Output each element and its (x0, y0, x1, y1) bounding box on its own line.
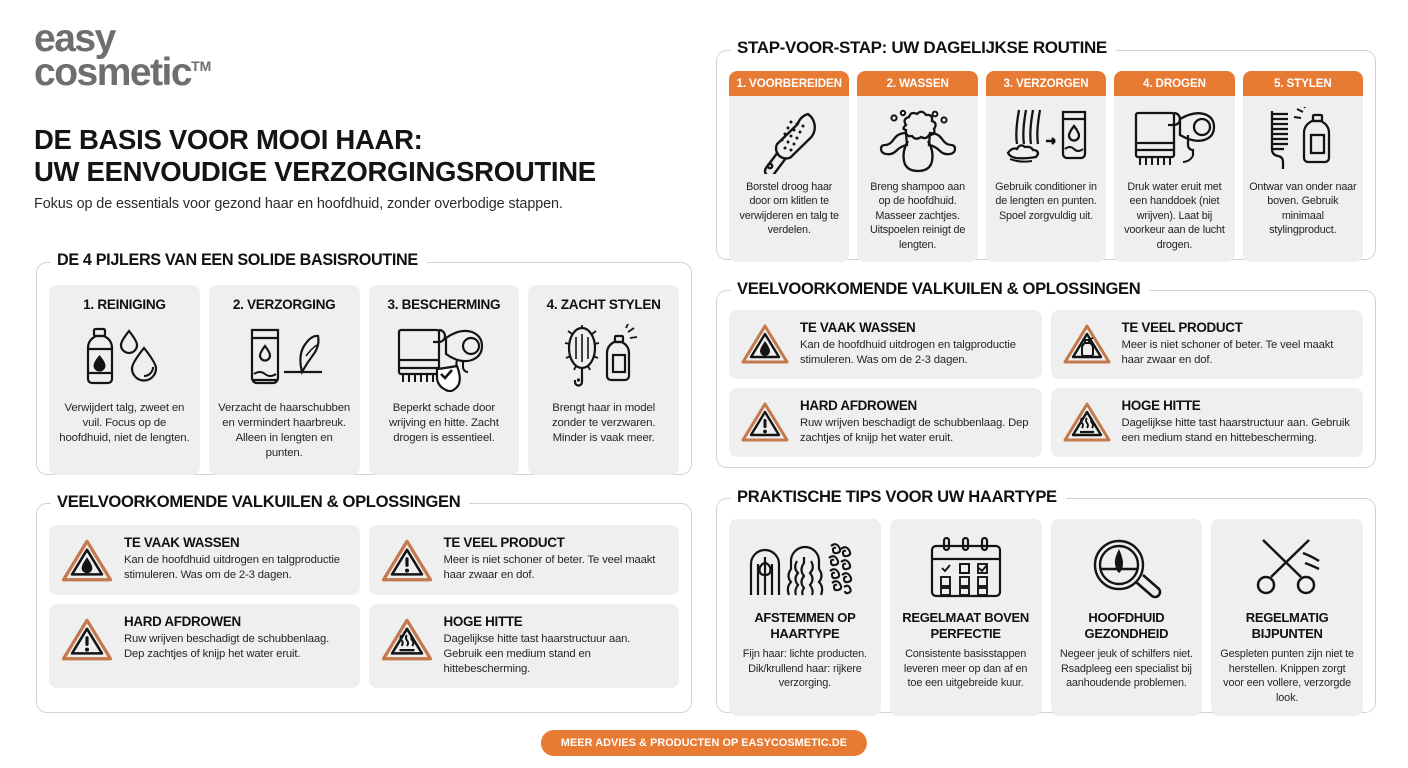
panel-pitfalls-left-title: VEELVOORKOMENDE VALKUILEN & OPLOSSINGEN (51, 492, 469, 512)
panel-steps (716, 38, 1376, 260)
step-card[interactable] (1114, 71, 1234, 262)
brand-line-2-text: cosmetic (34, 50, 192, 94)
step-card-desc: Gebruik conditioner in de lengten en punten. Spoel zorgvuldig uit. (995, 181, 1097, 222)
pitfall-card-desc: Meer is niet schoner of beter. Te veel maakt haar zwaar en dof. (443, 554, 656, 581)
pitfall-card-title: TE VEEL PRODUCT (1121, 320, 1243, 335)
panel-pillars-body (37, 263, 691, 487)
warning-droplet-icon (60, 537, 114, 584)
headline-block (34, 124, 674, 212)
step-card-header: 2. WASSEN (857, 71, 977, 96)
pitfall-card-text (124, 614, 349, 662)
step-card[interactable] (729, 71, 849, 262)
warning-bottle-icon (1062, 322, 1112, 366)
shampoo-bottle-drops-icon (76, 321, 172, 395)
pillar-card[interactable] (369, 285, 520, 475)
panel-tips-body (717, 499, 1375, 728)
panel-tips-title: PRAKTISCHE TIPS VOOR UW HAARTYPE (731, 487, 1066, 507)
pitfall-card-text (1122, 320, 1353, 368)
pitfall-card-title: HARD AFDROWEN (124, 614, 241, 629)
step-card[interactable] (857, 71, 977, 262)
page-title-line-1: DE BASIS VOOR MOOI HAAR: (34, 124, 423, 155)
pitfall-card-text (800, 398, 1031, 446)
step-card-header: 4. DROGEN (1114, 71, 1234, 96)
tip-card-title: HOOFDHUID GEZONDHEID (1084, 610, 1169, 641)
step-card[interactable] (1243, 71, 1363, 262)
pillar-card[interactable] (528, 285, 679, 475)
panel-steps-body (717, 51, 1375, 274)
pitfall-card-text (444, 614, 669, 677)
brand-line-1: easy (34, 17, 115, 60)
pillar-card-title: 4. ZACHT STYLEN (546, 297, 661, 312)
pitfall-card-title: HARD AFDROWEN (800, 397, 917, 413)
pillar-card-title: 3. BESCHERMING (387, 297, 501, 312)
tip-card[interactable] (1051, 519, 1203, 716)
warning-heat-icon (380, 616, 434, 663)
tip-card[interactable] (890, 519, 1042, 716)
pillar-card[interactable] (209, 285, 360, 475)
tip-card-desc: Negeer jeuk of schilfers niet. Rsadpleeg een specialist bij aanhoudende problemen. (1059, 648, 1193, 690)
step-card-header: 5. STYLEN (1243, 71, 1363, 96)
tip-card-title: REGELMAAT BOVEN PERFECTIE (902, 610, 1029, 641)
panel-tips (716, 487, 1376, 713)
towel-hairdryer-icon (1128, 104, 1220, 176)
page-title-line-2: UW EENVOUDIGE VERZORGINGSROUTINE (34, 156, 596, 188)
tip-card-title: REGELMATIG BIJPUNTEN (1245, 610, 1329, 641)
page-title (34, 124, 674, 189)
panel-pitfalls-left-body (37, 504, 691, 700)
pitfall-card-desc: Kan de hoofdhuid uitdrogen en talgproductie stimuleren. Was om de 2-3 dagen. (124, 554, 340, 581)
warning-exclamation-icon (740, 400, 790, 444)
panel-pillars (36, 251, 692, 475)
step-card-header: 1. VOORBEREIDEN (729, 71, 849, 96)
pitfall-card-desc: Meer is niet schoner of beter. Te veel maakt haar zwaar en dof. (1121, 339, 1334, 366)
hair-types-icon (745, 532, 865, 604)
conditioner-tube-hair-follicle-icon (236, 321, 332, 395)
panel-pitfalls-right-body (717, 291, 1375, 469)
pillar-card-desc: Verzacht de haarschubben en vermindert haarbreuk. Alleen in lengten en punten. (218, 402, 351, 460)
pitfall-card-text (800, 320, 1031, 368)
panel-pitfalls-left (36, 492, 692, 713)
brush-spray-icon (558, 321, 650, 395)
pillar-card-desc: Brengt haar in model zonder te verzwaren. Minder is vaak meer. (551, 402, 656, 445)
brand-logo (34, 17, 212, 94)
page-subtitle: Fokus op de essentials voor gezond haar en hoofdhuid, zonder overbodige stappen. (34, 195, 563, 212)
step-card-desc: Ontwar van onder naar boven. Gebruik minimaal stylingproduct. (1249, 181, 1357, 237)
pitfall-card-text (124, 535, 349, 583)
hair-lengths-conditioner-icon (1002, 104, 1090, 176)
panel-steps-title: STAP-VOOR-STAP: UW DAGELIJKSE ROUTINE (731, 38, 1116, 58)
pitfall-card[interactable] (49, 525, 360, 595)
step-card-desc: Borstel droog haar door om klitlen te verwijderen en talg te verdelen. (739, 181, 839, 237)
tip-card-desc: Consistente basisstappen leveren meer op dan af en toe een uitgebreide kuur. (903, 648, 1028, 690)
paddle-brush-icon (751, 104, 827, 176)
pitfall-card[interactable] (729, 388, 1042, 457)
pillar-card-desc: Verwijdert talg, zweet en vuil. Focus op de hoofdhuid, niet de lengten. (59, 402, 190, 445)
pitfall-card[interactable] (1051, 310, 1364, 379)
pitfall-card[interactable] (1051, 388, 1364, 457)
panel-pitfalls-right (716, 279, 1376, 468)
calendar-icon (924, 532, 1008, 604)
pitfall-card-desc: Dagelijkse hitte tast haarstructuur aan. Gebruik een medium stand en hittebescherming. (1121, 416, 1350, 444)
pitfall-card-text (1122, 398, 1353, 446)
pitfall-card-title: TE VAAK WASSEN (800, 320, 916, 335)
pillar-card-title: 2. VERZORGING (232, 297, 336, 312)
pitfall-card-desc: Ruw wrijven beschadigt de schubbenlaag. Dep zachtjes of knijp het water eruit. (124, 633, 330, 660)
pitfall-card-title: TE VAAK WASSEN (124, 535, 240, 550)
pitfall-card[interactable] (729, 310, 1042, 379)
pillar-card-title: 1. REINIGING (83, 297, 166, 312)
tip-card[interactable] (729, 519, 881, 716)
scissors-icon (1247, 532, 1327, 604)
towel-hairdryer-shield-icon (391, 321, 497, 395)
step-card-desc: Breng shampoo aan op de hoofdhuid. Masseer zachtjes. Uitspoelen reinigt de lengten. (869, 181, 966, 251)
pitfall-card-desc: Dagelijkse hitte tast haarstructuur aan. Gebruik een medium stand en hittebescherming. (443, 633, 631, 675)
step-card-header: 3. VERZORGEN (986, 71, 1106, 96)
pitfall-card[interactable] (369, 525, 680, 595)
warning-exclamation-icon (380, 537, 434, 584)
pitfall-card-title: TE VEEL PRODUCT (443, 535, 565, 550)
panel-pillars-title: DE 4 PIJLERS VAN EEN SOLIDE BASISROUTINE (51, 251, 427, 270)
tip-card[interactable] (1211, 519, 1363, 716)
footer-cta-button[interactable]: MEER ADVIES & PRODUCTEN OP EASYCOSMETIC.DE (541, 730, 867, 756)
pitfall-card-desc: Ruw wrijven beschadigt de schubbenlaag. Dep zachtjes of knijp het water eruit. (800, 416, 1029, 444)
pitfall-card-title: HOGE HITTE (1121, 397, 1201, 413)
pitfall-card[interactable] (49, 604, 360, 688)
panel-pitfalls-right-title: VEELVOORKOMENDE VALKUILEN & OPLOSSINGEN (731, 279, 1149, 299)
trademark-symbol: TM (191, 57, 212, 74)
step-card[interactable] (986, 71, 1106, 262)
pitfall-card-text (444, 535, 669, 583)
pillar-card-desc: Beperkt schade door wrijving en hitte. Zacht drogen is essentieel. (389, 402, 499, 445)
pillar-card[interactable] (49, 285, 200, 475)
pitfall-card-desc: Kan de hoofdhuid uitdrogen en talgproductie stimuleren. Was om de 2-3 dagen. (800, 339, 1016, 366)
warning-heat-icon (1062, 400, 1112, 444)
tip-card-desc: Gespleten punten zijn niet te herstellen. Knippen zorgt voor een vollere, verzorgde look. (1220, 648, 1354, 704)
comb-spray-icon (1262, 104, 1344, 176)
tip-card-desc: Fijn haar: lichte producten. Dik/krullend haar: rijkere verzorging. (742, 648, 867, 690)
tip-card-title: AFSTEMMEN OP HAARTYPE (754, 610, 856, 641)
step-card-desc: Druk water eruit met een handdoek (niet wrijven). Laat bij voorkeur aan de lucht drogen. (1124, 181, 1225, 251)
warning-exclamation-icon (60, 616, 114, 663)
pitfall-card-title: HOGE HITTE (443, 614, 523, 629)
warning-droplet-icon (740, 322, 790, 366)
brand-line-2 (34, 50, 212, 94)
washing-hair-hands-icon (876, 104, 960, 176)
magnifier-scalp-icon (1086, 532, 1166, 604)
pitfall-card[interactable] (369, 604, 680, 688)
